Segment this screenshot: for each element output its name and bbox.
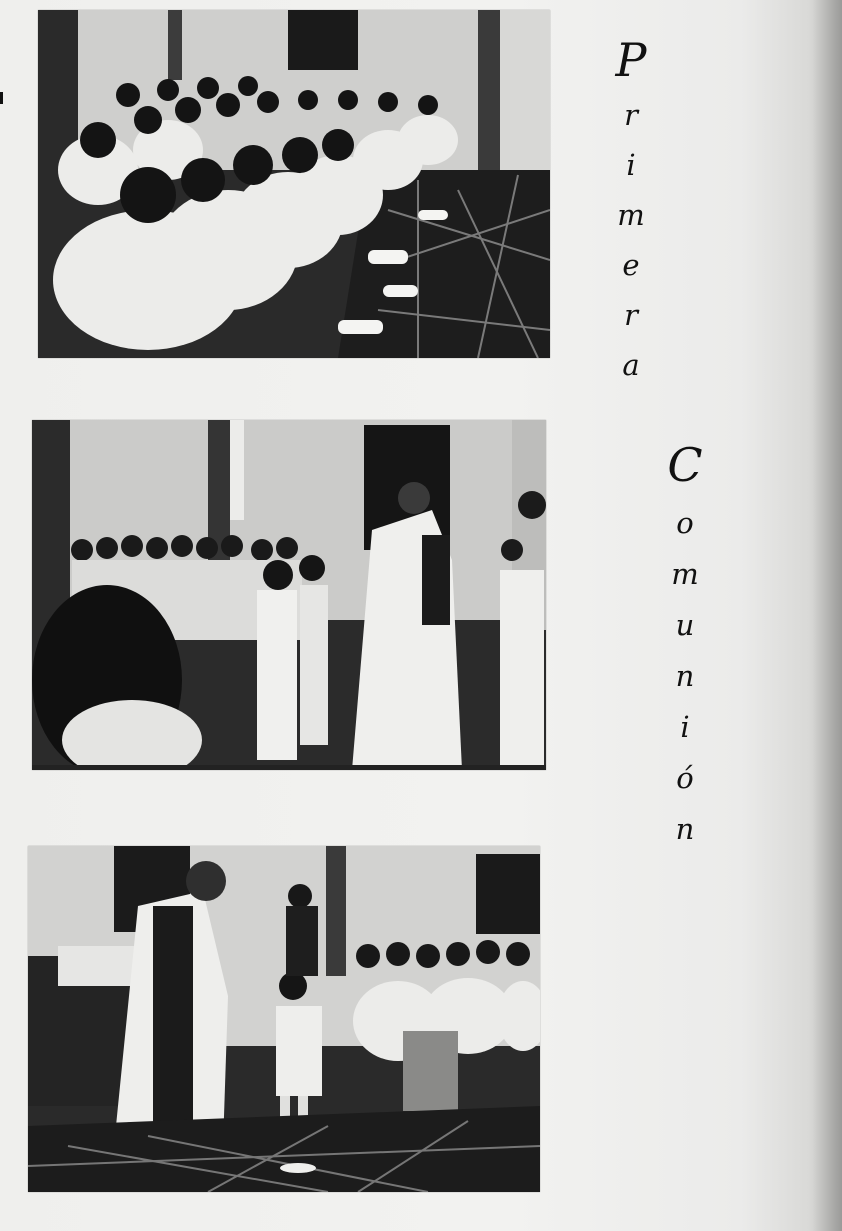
title-word-primera xyxy=(606,34,656,390)
title-letter: m xyxy=(617,198,645,232)
title-letter: n xyxy=(675,812,695,846)
title-word-comunion xyxy=(650,440,720,855)
title-letter: P xyxy=(615,33,647,87)
title-letter: r xyxy=(624,98,638,132)
title-letter: i xyxy=(626,148,636,182)
photo-priest-communion-boys xyxy=(32,420,546,770)
title-letter: r xyxy=(624,298,638,332)
photo-priest-communion-girl xyxy=(28,846,540,1192)
title-letter: a xyxy=(622,348,640,382)
page-edge-shadow xyxy=(812,0,842,1231)
title-letter: e xyxy=(622,248,640,282)
title-letter: n xyxy=(675,659,695,693)
title-letter: u xyxy=(675,608,695,642)
title-letter: ó xyxy=(676,761,694,795)
margin-mark xyxy=(0,92,3,104)
title-letter: o xyxy=(676,506,694,540)
title-letter: i xyxy=(680,710,690,744)
photo-seated-children xyxy=(38,10,550,358)
title-letter: m xyxy=(671,557,699,591)
title-letter: C xyxy=(667,438,703,492)
